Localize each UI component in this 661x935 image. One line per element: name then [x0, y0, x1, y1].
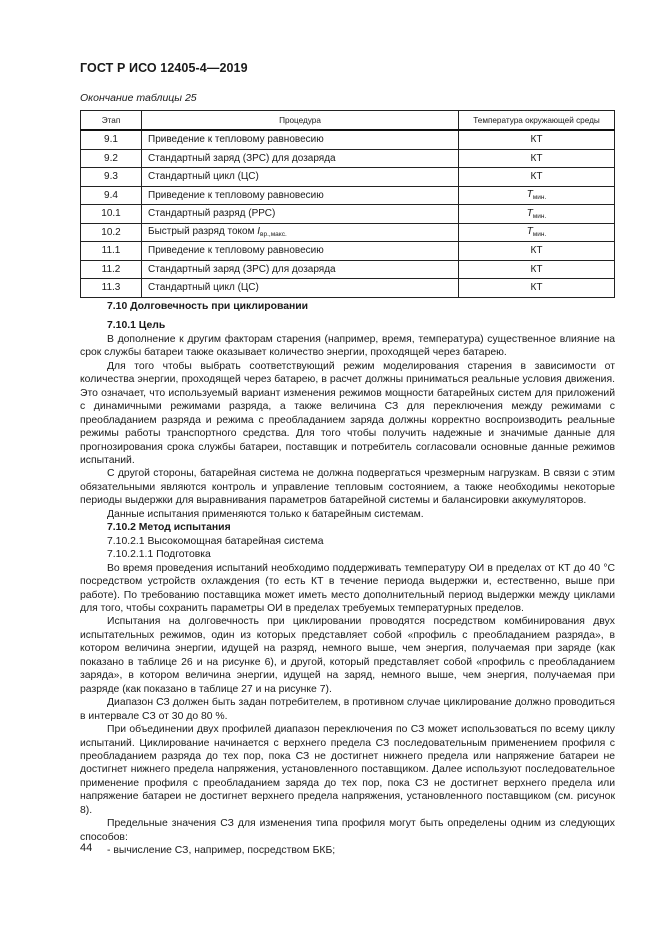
subsection-title: 7.10.1 Цель: [107, 320, 166, 332]
paragraph: С другой стороны, батарейная система не должна подвергаться чрезмерным нагрузкам. В связи с этим обязательными являются контроль и управление тепловым состоянием, а также необходимы некоторые периоды выдержки для выравнивания параметров батарейной системы и балансировки аккумуляторов.: [80, 468, 615, 507]
temperature-cell: КТ: [459, 130, 615, 149]
paragraph: Предельные значения СЗ для изменения типа профиля могут быть определены одним из следующих способов:: [80, 818, 615, 843]
paragraph: Данные испытания применяются только к батарейным системам.: [107, 508, 424, 520]
temperature-cell: КТ: [459, 260, 615, 279]
table-row: [81, 149, 615, 168]
procedure-cell: [142, 223, 459, 242]
stage-cell: 9.4: [81, 186, 142, 205]
paragraph: Для того чтобы выбрать соответствующий режим моделирования старения в зависимости от количества энергии, проходящей через батарею, в расчет должны приниматься реальные условия движения. Это означает, что используемый вариант изменения режимов мощности батарейных систем для приложений с динамичными режимами разряда, а также величина СЗ для переключения между режимами с преобладанием разряда и режима с преобладанием заряда должны корректно воспроизводить реальные режимы работы транспортного средства. Для того чтобы получить надежные и значимые данные для прогнозирования срока службы батареи, поставщик и потребитель согласовали основные данные режимов испытаний.: [80, 360, 615, 466]
body-text: [80, 300, 615, 858]
stage-cell: 11.3: [81, 279, 142, 298]
procedure-cell: Стандартный цикл (ЦС): [142, 168, 459, 187]
temperature-symbol: T: [526, 189, 533, 201]
current-symbol: I: [257, 226, 261, 238]
procedure-cell: Стандартный заряд (ЗРС) для дозаряда: [142, 260, 459, 279]
table-row: [81, 205, 615, 224]
list-item: - вычисление СЗ, например, посредством БКБ;: [107, 845, 336, 857]
procedure-cell: Приведение к тепловому равновесию: [142, 130, 459, 149]
table-row: [81, 279, 615, 298]
stage-cell: 9.1: [81, 130, 142, 149]
table-25: [80, 110, 615, 298]
paragraph: В дополнение к другим факторам старения (например, время, температура) существенное влияние на срок службы батареи также оказывает количество энергии, проходящей через батарею.: [80, 333, 615, 359]
procedure-cell: Стандартный заряд (ЗРС) для дозаряда: [142, 149, 459, 168]
clause-title: 7.10.2.1 Высокомощная батарейная система: [107, 535, 324, 547]
temperature-symbol: T: [526, 207, 533, 219]
stage-cell: 9.3: [81, 168, 142, 187]
stage-cell: 11.2: [81, 260, 142, 279]
temperature-symbol: T: [526, 226, 533, 238]
col-procedure-header: Процедура: [142, 111, 459, 131]
table-caption: Окончание таблицы 25: [80, 92, 197, 104]
procedure-cell: Приведение к тепловому равновесию: [142, 242, 459, 261]
stage-cell: 10.2: [81, 223, 142, 242]
procedure-cell: Стандартный разряд (РРС): [142, 205, 459, 224]
table-row: [81, 168, 615, 187]
procedure-cell: Стандартный цикл (ЦС): [142, 279, 459, 298]
col-stage-header: Этап: [81, 111, 142, 131]
page-number: 44: [80, 842, 93, 854]
temperature-subscript: мин.: [532, 212, 547, 220]
paragraph: Диапазон СЗ должен быть задан потребителем, в противном случае циклирование должно проводиться в интервале СЗ от 30 до 80 %.: [80, 697, 615, 722]
stage-cell: 11.1: [81, 242, 142, 261]
section-title: 7.10 Долговечность при циклировании: [107, 301, 309, 312]
paragraph: При объединении двух профилей диапазон переключения по СЗ может использоваться по всему циклу испытаний. Циклирование начинается с верхнего предела СЗ последовательным применением профиля с преобладанием разряда до тех пор, пока СЗ не достигнет нижнего предела или напряжение батареи не достигнет нижнего предела напряжения, установленного поставщиком. Далее используют последовательное применение профиля с преобладанием заряда до тех пор, пока СЗ не достигнет верхнего предела или напряжение батареи не достигнет верхнего предела напряжения, установленного поставщиком (см. рисунок 8).: [80, 724, 615, 816]
temperature-cell: КТ: [459, 168, 615, 187]
temperature-subscript: мин.: [532, 231, 547, 239]
procedure-text: Быстрый разряд током: [148, 226, 258, 238]
document-header: ГОСТ Р ИСО 12405-4—2019: [80, 61, 248, 75]
temperature-cell: [459, 223, 615, 242]
temperature-subscript: мин.: [532, 194, 547, 202]
table-row: [81, 242, 615, 261]
clause-title: 7.10.2.1.1 Подготовка: [107, 549, 211, 561]
stage-cell: 9.2: [81, 149, 142, 168]
procedure-cell: Приведение к тепловому равновесию: [142, 186, 459, 205]
temperature-cell: КТ: [459, 242, 615, 261]
stage-cell: 10.1: [81, 205, 142, 224]
table-row: [81, 260, 615, 279]
temperature-cell: [459, 205, 615, 224]
col-temperature-header: Температура окружающей среды: [459, 111, 615, 131]
temperature-cell: КТ: [459, 149, 615, 168]
temperature-cell: [459, 186, 615, 205]
table-row: [81, 130, 615, 149]
temperature-cell: КТ: [459, 279, 615, 298]
paragraph: Во время проведения испытаний необходимо поддерживать температуру ОИ в пределах от КТ до 40 °С посредством устройств охлаждения (то есть КТ в течение периода выдержки и, естественно, выше при работе). По требованию поставщика может иметь место дополнительный период выдержки между циклами для того, чтобы сохранить параметры ОИ в пределах требуемых температурных пределов.: [80, 562, 615, 614]
table-row: [81, 223, 615, 242]
current-subscript: вр.,макс.: [260, 231, 287, 239]
paragraph: Испытания на долговечность при циклировании проводятся посредством комбинирования двух испытательных режимов, один из которых представляет собой «профиль с преобладанием разряда», в котором величина энергии, идущей на разряд, немного выше, чем энергия, получаемая при заряде (как показано в таблице 26 и на рисунке 6), и другой, который представляет собой «профиль с преобладанием заряда», в котором величина энергии, идущей на заряд, немного выше, чем энергия, получаемая при разряде (как показано в таблице 27 и на рисунке 7).: [80, 616, 615, 695]
subsection-title: 7.10.2 Метод испытания: [107, 522, 231, 534]
table-header-row: [81, 111, 615, 131]
table-row: [81, 186, 615, 205]
